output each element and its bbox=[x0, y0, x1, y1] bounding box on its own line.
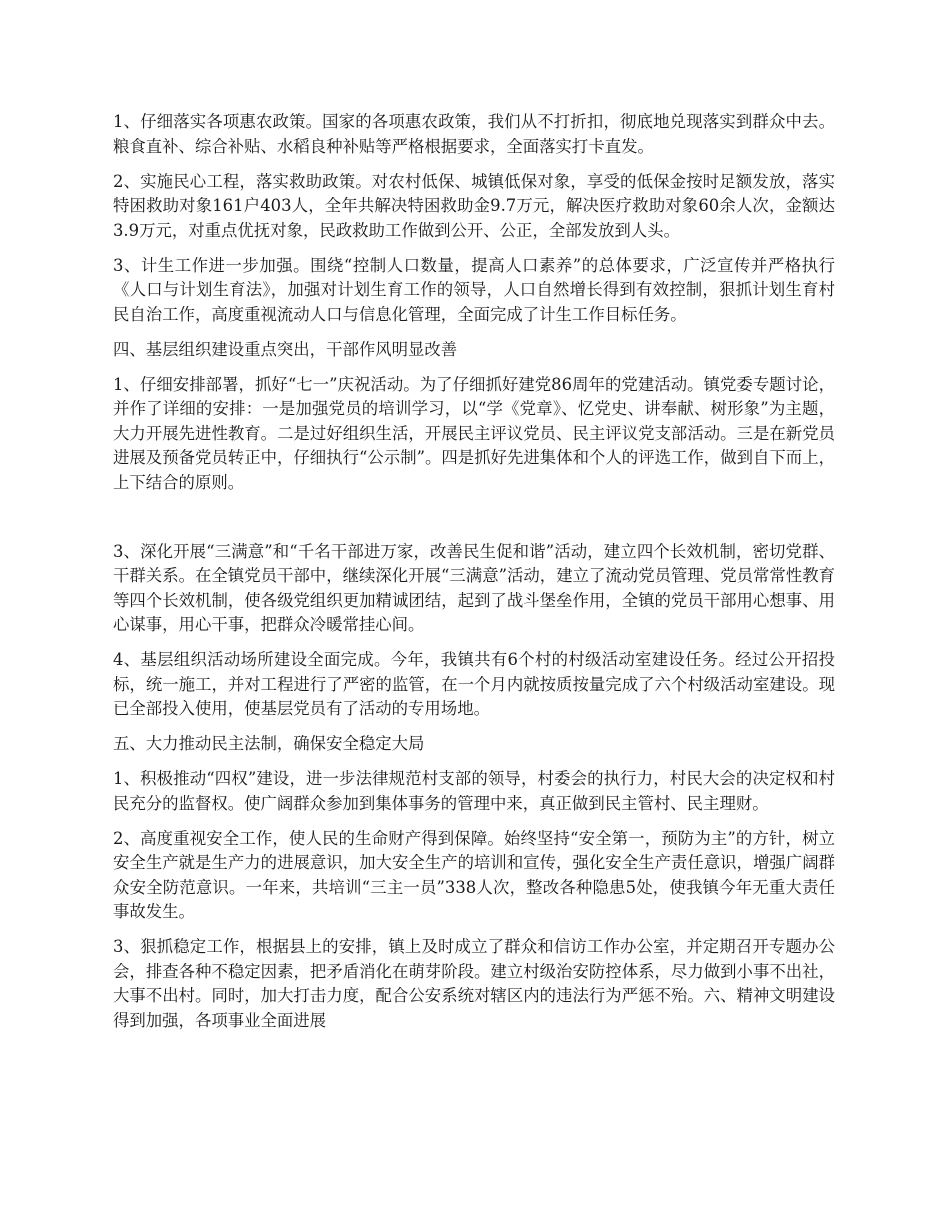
section-heading-grassroots: 四、基层组织建设重点突出，干部作风明显改善 bbox=[113, 339, 458, 359]
blank-gap bbox=[113, 506, 835, 540]
paragraph-four-rights: 1、积极推动“四权”建设，进一步法律规范村支部的领导，村委会的执行力，村民大会的决定权和村民充分的监督权。使广阔群众参加到集体事务的管理中来，真正做到民主管村、民主理财。 bbox=[113, 769, 835, 813]
paragraph-activity-rooms: 4、基层组织活动场所建设全面完成。今年，我镇共有6个村的村级活动室建设任务。经过公开招投标，统一施工，并对工程进行了严密的监管，在一个月内就按质按量完成了六个村级活动室建设。现已全部投入使用，使基层党员有了活动的专用场地。 bbox=[113, 650, 835, 718]
document-body bbox=[113, 110, 835, 1044]
paragraph-policy-implementation: 1、仔细落实各项惠农政策。国家的各项惠农政策，我们从不打折扣，彻底地兑现落实到群众中去。粮食直补、综合补贴、水稻良种补贴等严格根据要求，全面落实打卡直发。 bbox=[113, 112, 835, 156]
paragraph-three-satisfaction: 3、深化开展“三满意”和“千名干部进万家，改善民生促和谐”活动，建立四个长效机制，密切党群、干群关系。在全镇党员干部中，继续深化开展“三满意”活动，建立了流动党员管理、党员常常性教育等四个长效机制，使各级党组织更加精诚团结，起到了战斗堡垒作用，全镇的党员干部用心想事、用心谋事，用心干事，把群众冷暖常挂心间。 bbox=[113, 541, 835, 634]
paragraph-safety-work: 2、高度重视安全工作，使人民的生命财产得到保障。始终坚持“安全第一，预防为主”的方针，树立安全生产就是生产力的进展意识，加大安全生产的培训和宣传，强化安全生产责任意识，增强广阔群众安全防范意识。一年来，共培训“三主一员”338人次，整改各种隐患5处，使我镇今年无重大责任事故发生。 bbox=[113, 828, 835, 921]
paragraph-relief-policy: 2、实施民心工程，落实救助政策。对农村低保、城镇低保对象，享受的低保金按时足额发放，落实特困救助对象161户403人，全年共解决特困救助金9.7万元，解决医疗救助对象60余人次，金额达3.9万元，对重点优抚对象，民政救助工作做到公开、公正，全部发放到人头。 bbox=[113, 171, 835, 240]
paragraph-july-first-activity: 1、仔细安排部署，抓好“七一”庆祝活动。为了仔细抓好建党86周年的党建活动。镇党委专题讨论，并作了详细的安排：一是加强党员的培训学习，以“学《党章》、忆党史、讲奉献、树形象”为主题，大力开展先进性教育。二是过好组织生活，开展民主评议党员、民主评议党支部活动。三是在新党员进展及预备党员转正中，仔细执行“公示制”。四是抓好先进集体和个人的评选工作，做到自下而上，上下结合的原则。 bbox=[113, 374, 835, 492]
paragraph-family-planning: 3、计生工作进一步加强。围绕“控制人口数量，提高人口素养”的总体要求，广泛宣传并严格执行《人口与计划生育法》，加强对计划生育工作的领导，人口自然增长得到有效控制，狠抓计划生育村民自治工作，高度重视流动人口与信息化管理，全面完成了计生工作目标任务。 bbox=[113, 255, 835, 324]
paragraph-stability-work: 3、狠抓稳定工作，根据县上的安排，镇上及时成立了群众和信访工作办公室，并定期召开专题办公会，排查各种不稳定因素，把矛盾消化在萌芽阶段。建立村级治安防控体系，尽力做到小事不出社，大事不出村。同时，加大打击力度，配合公安系统对辖区内的违法行为严惩不殆。六、精神文明建设得到加强，各项事业全面进展 bbox=[113, 937, 835, 1030]
section-heading-democracy: 五、大力推动民主法制，确保安全稳定大局 bbox=[113, 734, 425, 753]
